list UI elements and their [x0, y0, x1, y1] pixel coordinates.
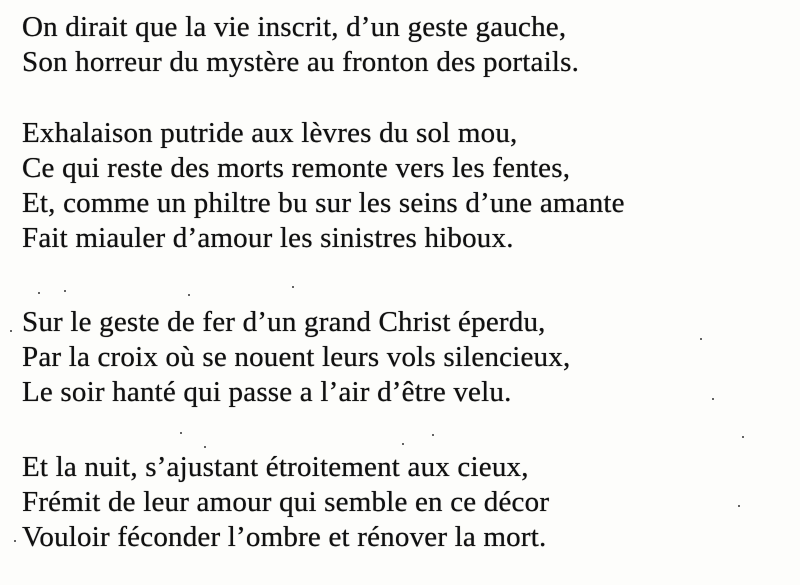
poem-line: Et, comme un philtre bu sur les seins d’une amante	[22, 187, 625, 219]
stanza-4	[22, 450, 549, 555]
stanza-1	[22, 10, 579, 80]
scan-speck	[738, 505, 740, 507]
poem-line: Par la croix où se nouent leurs vols silencieux,	[22, 341, 571, 373]
scan-speck	[742, 436, 744, 438]
scan-speck	[432, 434, 434, 436]
scan-speck	[38, 292, 40, 294]
poem-line: Son horreur du mystère au fronton des portails.	[22, 46, 580, 78]
scan-speck	[180, 432, 182, 434]
poem-line: On dirait que la vie inscrit, d’un geste gauche,	[22, 11, 567, 43]
scan-speck	[10, 330, 12, 332]
stanza-2	[22, 116, 625, 256]
scan-speck	[188, 294, 190, 296]
scan-speck	[292, 286, 294, 288]
poem-line: Exhalaison putride aux lèvres du sol mou,	[22, 117, 518, 149]
scan-speck	[402, 443, 404, 445]
scan-speck	[14, 540, 16, 542]
scan-speck	[204, 446, 206, 448]
poem-line: Frémit de leur amour qui semble en ce décor	[22, 486, 550, 518]
stanza-3	[22, 305, 570, 410]
poem-line: Sur le geste de fer d’un grand Christ éperdu,	[22, 306, 546, 338]
poem-line: Et la nuit, s’ajustant étroitement aux cieux,	[22, 451, 529, 483]
poem-line: Le soir hanté qui passe a l’air d’être velu.	[22, 376, 512, 408]
scan-speck	[712, 398, 714, 400]
poem-line: Fait miauler d’amour les sinistres hiboux.	[22, 222, 514, 254]
scan-speck	[64, 290, 66, 292]
poem-line: Ce qui reste des morts remonte vers les fentes,	[22, 152, 571, 184]
scan-speck	[700, 338, 702, 340]
poem-line: Vouloir féconder l’ombre et rénover la mort.	[22, 521, 547, 553]
